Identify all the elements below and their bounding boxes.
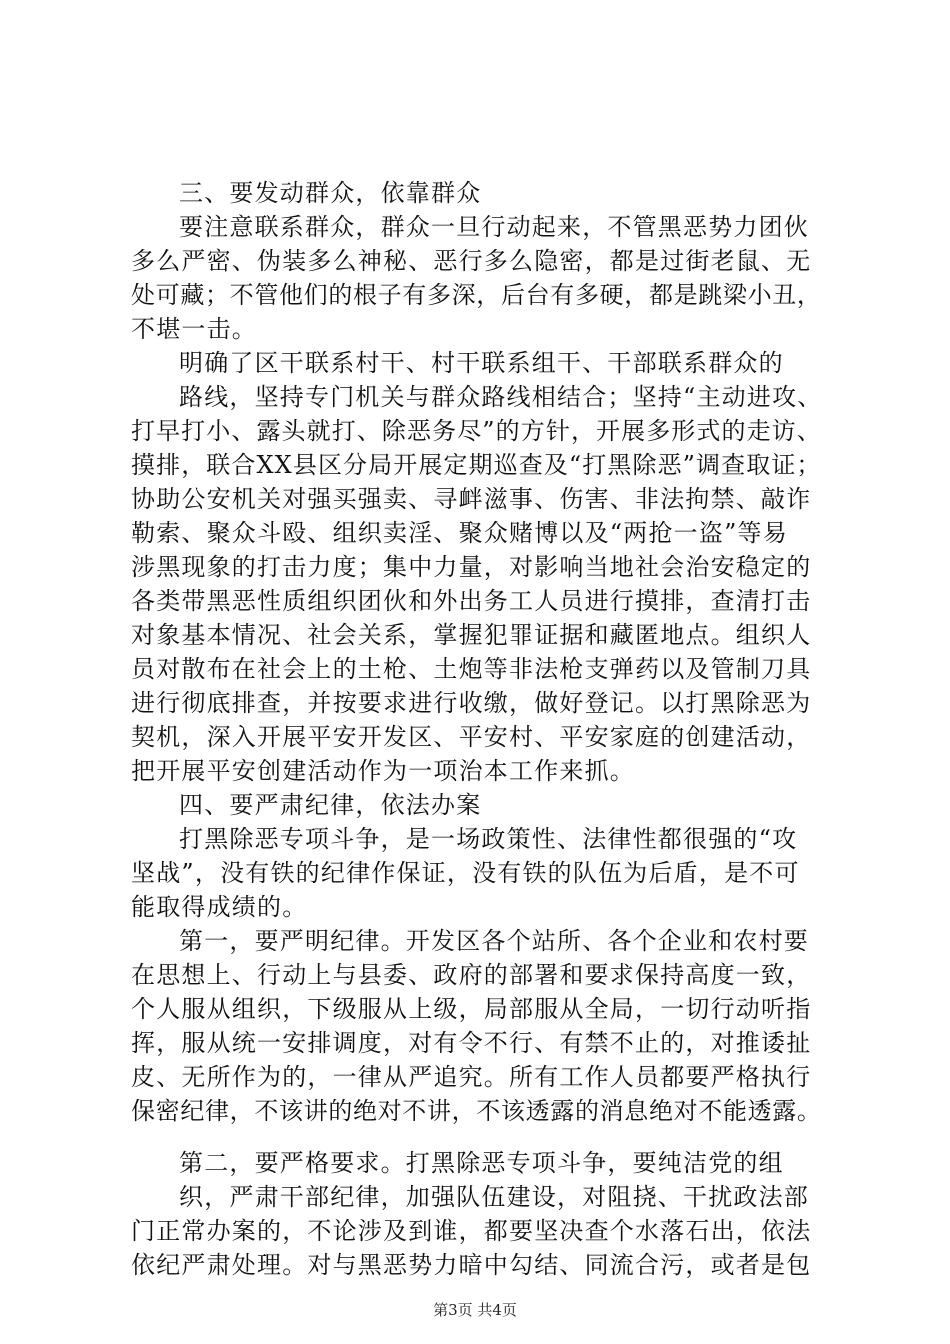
paragraph-line: 员对散布在社会上的土枪、土炮等非法枪支弹药以及管制刀具 [131,655,812,683]
paragraph-line: 摸排，联合XX县区分局开展定期巡查及“打黑除恶”调查取证； [131,451,822,479]
paragraph-line: 织，严肃干部纪律，加强队伍建设，对阻挠、干扰政法部 [179,1183,809,1211]
paragraph-line: 皮、无所作为的，一律从严追究。所有工作人员都要严格执行 [131,1063,812,1091]
paragraph-line: 勒索、聚众斗殴、组织卖淫、聚众赌博以及“两抢一盗”等易 [131,519,788,547]
section-heading-3: 三、要发动群众，依靠群众 [179,179,482,207]
paragraph-line: 处可藏；不管他们的根子有多深，后台有多硬，都是跳梁小丑， [131,281,822,309]
paragraph-line: 涉黑现象的打击力度；集中力量，对影响当地社会治安稳定的 [131,553,812,581]
paragraph-line: 不堪一击。 [131,315,257,343]
paragraph-line: 协助公安机关对强买强卖、寻衅滋事、伤害、非法拘禁、敲诈 [131,485,812,513]
paragraph-line: 要注意联系群众，群众一旦行动起来，不管黑恶势力团伙 [179,213,809,241]
paragraph-line: 第一，要严明纪律。开发区各个站所、各个企业和农村要 [179,927,809,955]
paragraph-line: 明确了区干联系村干、村干联系组干、干部联系群众的 [179,349,784,377]
paragraph-line: 能取得成绩的。 [131,893,308,921]
paragraph-line: 挥，服从统一安排调度，对有令不行、有禁不止的，对推诿扯 [131,1029,812,1057]
paragraph-line: 契机，深入开展平安开发区、平安村、平安家庭的创建活动， [131,723,812,751]
paragraph-line: 个人服从组织，下级服从上级，局部服从全局，一切行动听指 [131,995,812,1023]
paragraph-line: 第二，要严格要求。打黑除恶专项斗争，要纯洁党的组 [179,1149,784,1177]
paragraph-line: 依纪严肃处理。对与黑恶势力暗中勾结、同流合污，或者是包 [131,1251,812,1279]
paragraph-line: 打早打小、露头就打、除恶务尽”的方针，开展多形式的走访、 [131,417,822,445]
paragraph-line: 在思想上、行动上与县委、政府的部署和要求保持高度一致， [131,961,812,989]
paragraph-line: 坚战”，没有铁的纪律作保证，没有铁的队伍为后盾，是不可 [131,859,800,887]
paragraph-line: 对象基本情况、社会关系，掌握犯罪证据和藏匿地点。组织人 [131,621,812,649]
paragraph-line: 路线，坚持专门机关与群众路线相结合；坚持“主动进攻、 [179,383,823,411]
page-number-footer: 第3页 共4页 [433,1301,517,1319]
section-heading-4: 四、要严肃纪律，依法办案 [179,791,482,819]
paragraph-line: 把开展平安创建活动作为一项治本工作来抓。 [131,757,635,785]
paragraph-line: 多么严密、伪装多么神秘、恶行多么隐密，都是过街老鼠、无 [131,247,812,275]
paragraph-line: 打黑除恶专项斗争，是一场政策性、法律性都很强的“攻 [179,825,798,853]
paragraph-line: 进行彻底排查，并按要求进行收缴，做好登记。以打黑除恶为 [131,689,812,717]
paragraph-line: 各类带黑恶性质组织团伙和外出务工人员进行摸排，查清打击 [131,587,812,615]
paragraph-line: 保密纪律，不该讲的绝对不讲，不该透露的消息绝对不能透露。 [131,1097,822,1125]
paragraph-line: 门正常办案的，不论涉及到谁，都要坚决查个水落石出，依法 [131,1217,812,1245]
